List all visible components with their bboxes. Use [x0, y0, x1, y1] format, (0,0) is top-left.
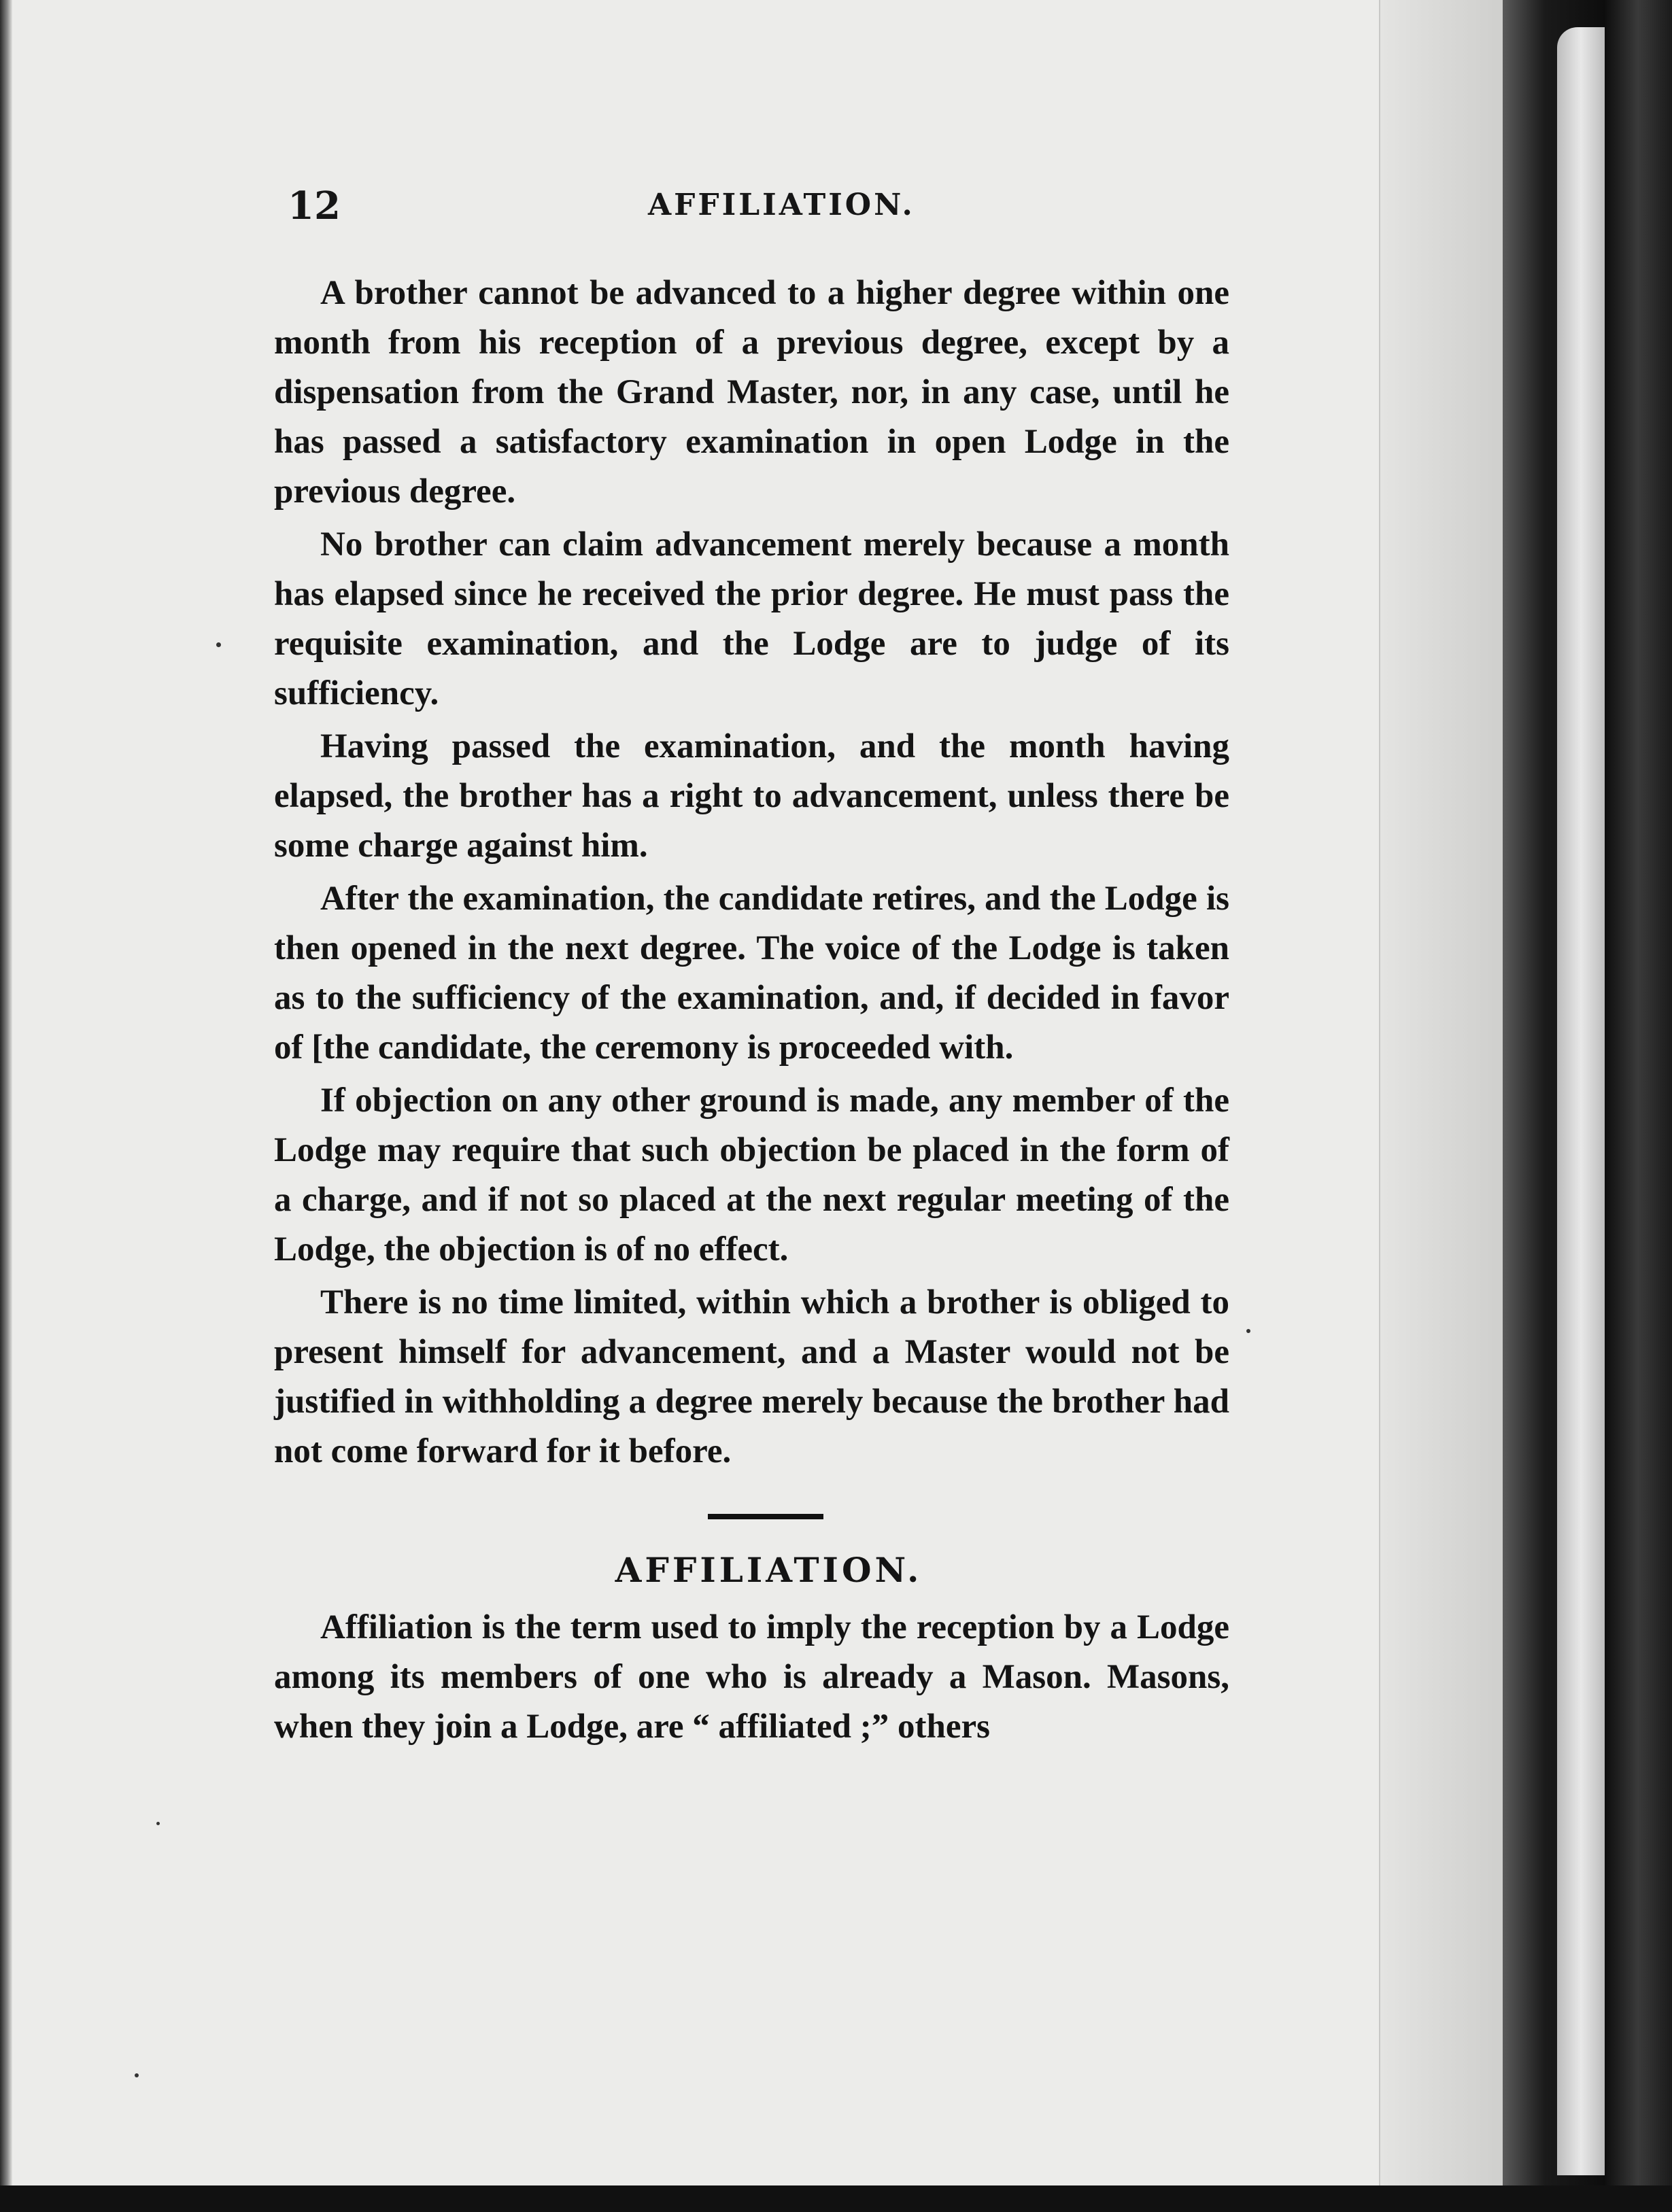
paragraph: If objection on any other ground is made, any member of the Lodge may require that such objection be placed in the form of a charge, and if not so placed at the next regular meeting of the Lodge, the objection is of no effect.: [274, 1082, 1229, 1268]
book-spine-edge: [0, 0, 12, 2212]
scan-speck: [156, 1822, 160, 1825]
scan-speck: [216, 642, 221, 647]
scan-speck: [135, 2073, 139, 2077]
scan-bottom-border: [0, 2185, 1672, 2212]
book-page: [12, 0, 1381, 2185]
section-heading: AFFILIATION.: [615, 1550, 923, 1590]
paragraph: Having passed the examination, and the month having elapsed, the brother has a right to advancement, unless there be some charge against him.: [274, 727, 1229, 865]
paragraph: No brother can claim advancement merely because a month has elapsed since he received the prior degree. He must pass the requisite examination, and the Lodge are to judge of its sufficiency.: [274, 525, 1229, 712]
section-paragraph: Affiliation is the term used to imply the reception by a Lodge among its members of one who is already a Mason. Masons, when they join a Lodge, are “ affiliated ;” others: [274, 1608, 1229, 1746]
paragraph: After the examination, the candidate retires, and the Lodge is then opened in the next degree. The voice of the Lodge is taken as to the sufficiency of the examination, and, if decided in favor of [the candidate, the ceremony is proceeded with.: [274, 880, 1229, 1067]
running-head-title: AFFILIATION.: [648, 188, 915, 222]
paragraph: There is no time limited, within which a brother is obliged to present himself for advancement, and a Master would not be justified in withholding a degree merely because the brother had not come forward for it before.: [274, 1283, 1229, 1470]
page-gutter-shadow: [1380, 0, 1503, 2185]
page-number: 12: [288, 184, 341, 228]
scan-speck: [1246, 1329, 1250, 1333]
adjacent-page-edge: [1557, 27, 1605, 2175]
page-body: [274, 269, 1229, 1755]
paragraph: A brother cannot be advanced to a higher degree within one month from his reception of a previous degree, except by a dispensation from the Grand Master, nor, in any case, until he has passed a satisfactory examination in open Lodge in the previous degree.: [274, 274, 1229, 511]
section-divider-rule: [708, 1514, 823, 1519]
